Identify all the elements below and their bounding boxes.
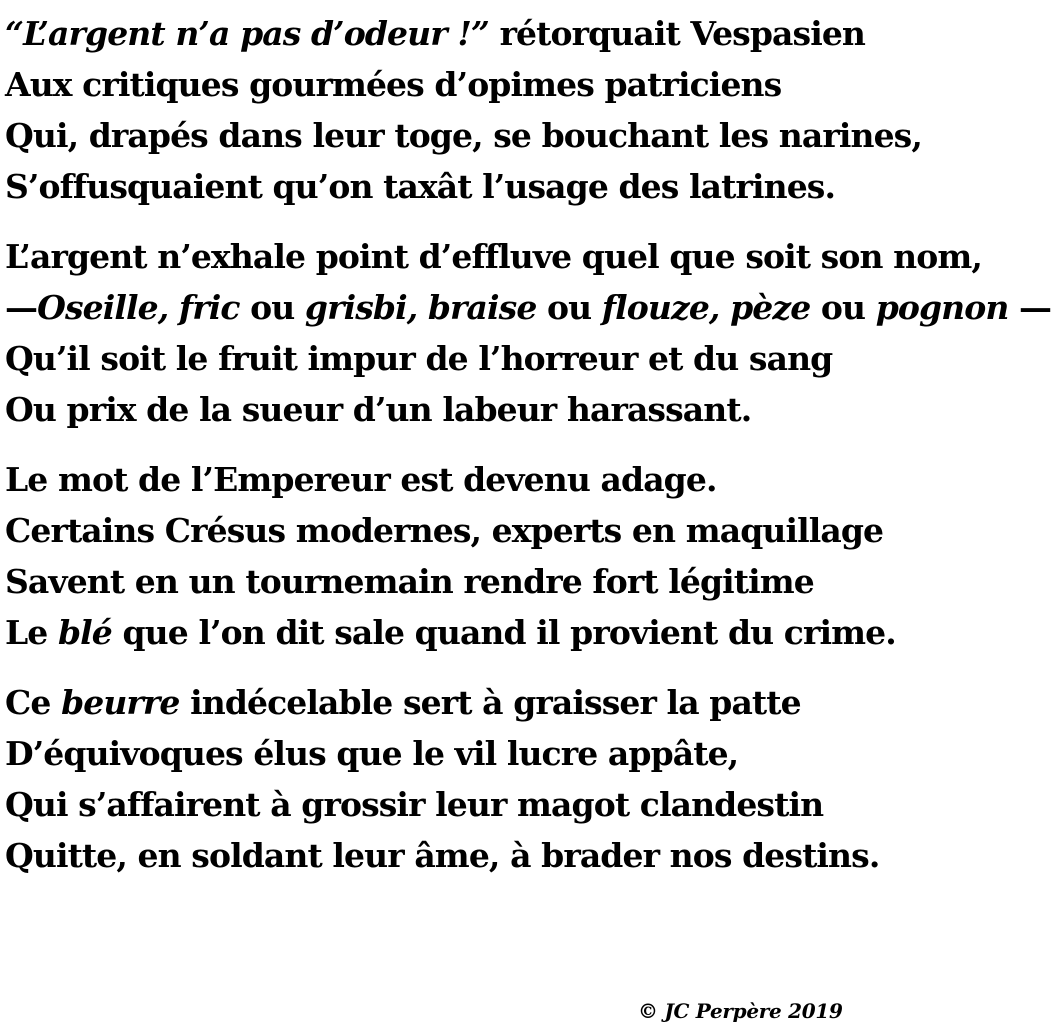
verse-line <box>5 161 1010 212</box>
verse-segment: blé <box>58 613 112 652</box>
verse-segment: flouze, pèze <box>601 288 811 327</box>
verse-segment: Ou prix de la sueur d’un labeur harassant. <box>5 390 752 429</box>
verse-segment: que l’on dit sale quand il provient du crime. <box>111 613 896 652</box>
verse-segment: Qui s’affairent à grossir leur magot clandestin <box>5 785 824 824</box>
stanza-2 <box>5 231 1051 435</box>
verse-segment: Certains Crésus modernes, experts en maquillage <box>5 511 884 550</box>
verse-segment: — <box>1008 288 1051 327</box>
verse-line <box>5 830 1010 881</box>
verse-segment: pognon <box>875 288 1009 327</box>
verse-line <box>5 779 1010 830</box>
verse-line <box>5 282 1051 333</box>
verse-segment: Savent en un tournemain rendre fort légitime <box>5 562 814 601</box>
stanza-1 <box>5 8 1010 212</box>
verse-line <box>5 505 1010 556</box>
verse-segment: Qu’il soit le fruit impur de l’horreur et du sang <box>5 339 833 378</box>
verse-segment: Quitte, en soldant leur âme, à brader nos destins. <box>5 836 880 875</box>
verse-line <box>5 728 1010 779</box>
verse-line <box>5 8 1010 59</box>
stanza-3 <box>5 454 1010 658</box>
verse-segment: beurre <box>61 683 180 722</box>
verse-segment: Ce <box>5 683 62 722</box>
poem <box>5 8 1051 900</box>
verse-segment: rétorquait Vespasien <box>488 14 866 53</box>
stanza-4 <box>5 677 1010 881</box>
verse-segment: indécelable sert à graisser la patte <box>179 683 801 722</box>
verse-line <box>5 59 1010 110</box>
verse-segment: ou <box>810 288 876 327</box>
verse-line <box>5 556 1010 607</box>
verse-line <box>5 677 1010 728</box>
verse-segment: D’équivoques élus que le vil lucre appâte, <box>5 734 739 773</box>
verse-segment: Le <box>5 613 58 652</box>
verse-line <box>5 231 1010 282</box>
verse-line <box>5 333 1010 384</box>
verse-segment: Qui, drapés dans leur toge, se bouchant les narines, <box>5 116 922 155</box>
verse-segment: ou <box>239 288 305 327</box>
verse-segment: Aux critiques gourmées d’opimes patriciens <box>5 65 782 104</box>
verse-segment: L’argent n’exhale point d’effluve quel que soit son nom, <box>5 237 982 276</box>
copyright-signature: © JC Perpère 2019 <box>638 999 843 1023</box>
verse-segment: grisbi, braise <box>304 288 537 327</box>
verse-line <box>5 454 1010 505</box>
verse-segment: “L’argent n’a pas d’odeur !” <box>5 14 489 53</box>
verse-segment: — <box>5 288 38 327</box>
verse-segment: ou <box>536 288 602 327</box>
verse-line <box>5 384 1010 435</box>
verse-line <box>5 110 1010 161</box>
verse-segment: Le mot de l’Empereur est devenu adage. <box>5 460 717 499</box>
verse-line <box>5 607 1010 658</box>
verse-segment: S’offusquaient qu’on taxât l’usage des latrines. <box>5 167 836 206</box>
verse-segment: Oseille, fric <box>37 288 240 327</box>
